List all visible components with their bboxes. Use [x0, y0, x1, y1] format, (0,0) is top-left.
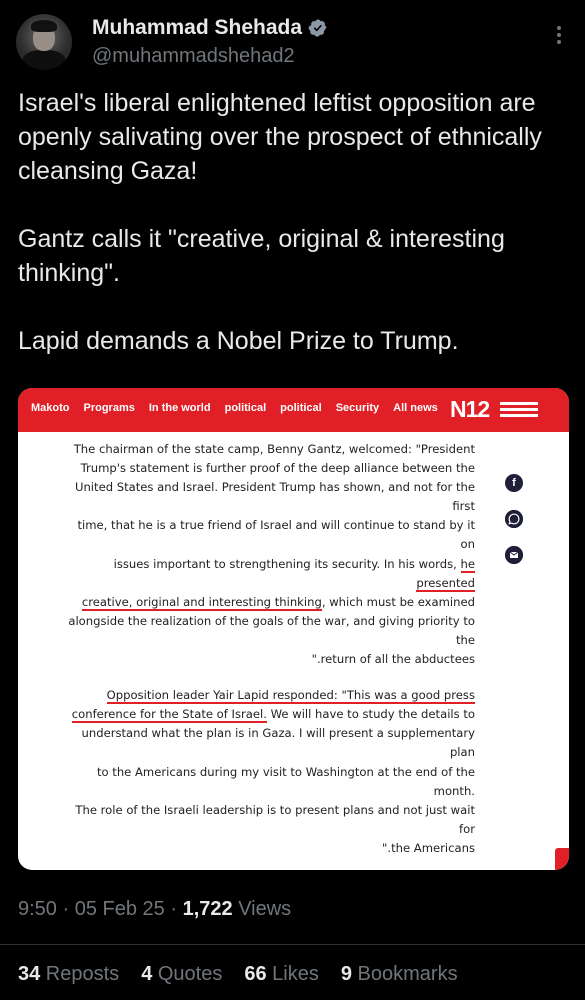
tweet-time[interactable]: 9:50 [18, 898, 57, 920]
views-label: Views [232, 898, 292, 920]
nav-item: Makoto [31, 402, 70, 414]
article-line: ".the Americans [382, 840, 475, 855]
article-text [63, 440, 475, 870]
views-count: 1,722 [182, 898, 233, 920]
divider [0, 944, 585, 945]
article-line: United States and Israel. President Trump has shown, and not for the first [74, 480, 475, 514]
underlined-quote: Opposition leader Yair Lapid responded: "This was a good press [106, 688, 475, 703]
nav-item: Programs [83, 402, 135, 414]
tweet-paragraph: Israel's liberal enlightened leftist opposition are openly salivating over the prospect of ethnically cleansing Gaza! [18, 89, 542, 185]
underlined-quote: conference for the State of Israel. [71, 707, 267, 722]
nav-item: In the world [148, 402, 211, 414]
n12-logo-bars-icon [500, 402, 538, 420]
article-line: ".return of all the abductees [311, 652, 475, 667]
facebook-icon: f [505, 474, 523, 492]
nav-item: All news [393, 402, 438, 414]
verified-badge-icon [308, 18, 328, 38]
reposts-stat[interactable]: 34 Reposts [18, 963, 120, 985]
corner-tab [555, 848, 569, 870]
article-line: to the Americans during my visit to Washington at the end of the month. [96, 764, 475, 798]
email-icon [505, 546, 523, 564]
tweet-meta: 9:50 · 05 Feb 25 · 1,722 Views [18, 898, 292, 920]
article-line: conference for the State of Israel. We will have to study the details to [71, 707, 475, 722]
quotes-stat[interactable]: 4 Quotes [141, 963, 223, 985]
attached-image[interactable] [18, 388, 569, 870]
n12-logo: N12 [450, 396, 490, 422]
article-line: The chairman of the state camp, Benny Gantz, welcomed: "President [73, 442, 475, 456]
article-line: creative, original and interesting thinking, which must be examined [81, 594, 475, 609]
tweet-date[interactable]: 05 Feb 25 [74, 898, 165, 920]
whatsapp-icon [505, 510, 523, 528]
tweet-paragraph: Gantz calls it "creative, original & interesting thinking". [18, 225, 505, 287]
article-line: issues important to strengthening its security. In his words, he presented [113, 556, 475, 590]
nav-item: political [280, 402, 322, 414]
bookmarks-stat[interactable]: 9 Bookmarks [340, 963, 458, 985]
article-line: Trump's statement is further proof of the deep alliance between the [80, 461, 475, 476]
nav-item: political [224, 402, 267, 414]
tweet-paragraph: Lapid demands a Nobel Prize to Trump. [18, 327, 459, 355]
tweet-text [18, 86, 578, 358]
article-line: time, that he is a true friend of Israel and will continue to stand by it on [77, 518, 475, 552]
tweet-header [16, 14, 569, 74]
likes-stat[interactable]: 66 Likes [244, 963, 319, 985]
engagement-stats [18, 963, 480, 986]
article-line: alongside the realization of the goals of the war, and giving priority to the [68, 613, 475, 647]
nav-item: Security [335, 402, 380, 414]
article-line [63, 686, 475, 705]
author-avatar[interactable] [16, 14, 72, 70]
article-line: The role of the Israeli leadership is to present plans and not just wait for [75, 802, 475, 836]
author-name-row [92, 16, 328, 40]
author-name[interactable]: Muhammad Shehada [92, 16, 303, 39]
more-options-icon[interactable] [549, 24, 569, 48]
n12-navbar [18, 388, 569, 432]
underlined-quote: creative, original and interesting thinking [81, 594, 322, 609]
author-handle[interactable]: @muhammadshehad2 [92, 45, 295, 67]
underlined-quote: he presented [416, 556, 475, 590]
article-line: understand what the plan is in Gaza. I will present a supplementary plan [81, 726, 475, 760]
